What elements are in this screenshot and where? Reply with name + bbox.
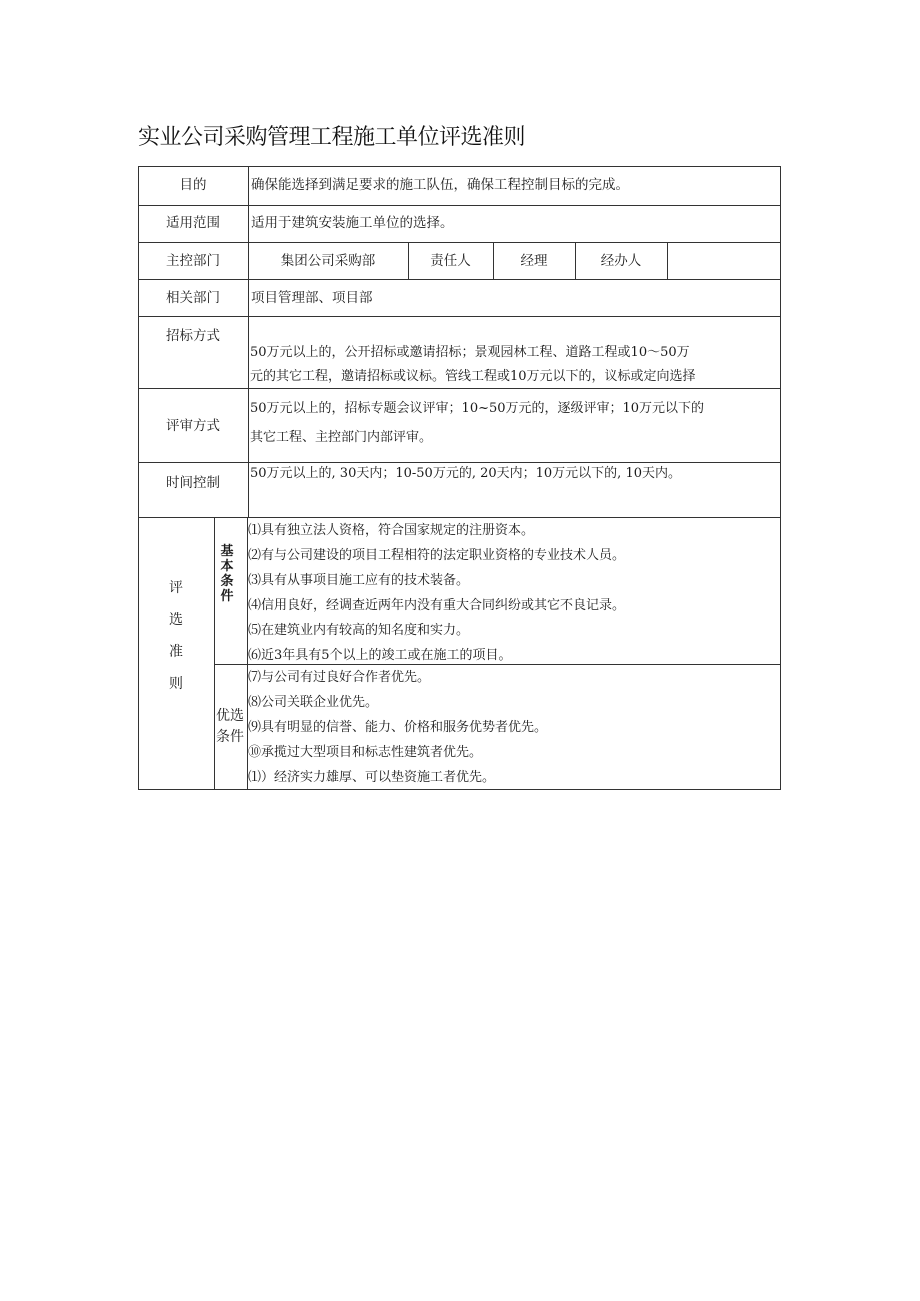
row-divider	[138, 316, 781, 317]
basic-conditions-list	[248, 518, 780, 664]
basic-condition-item: ⑹近3年具有5个以上的竣工或在施工的项目。	[248, 648, 512, 663]
basic-condition-item: ⑵有与公司建设的项目工程相符的法定职业资格的专业技术人员。	[248, 548, 626, 563]
table-border-right	[780, 166, 781, 790]
responsible-label: 责任人	[430, 253, 471, 269]
preferred-conditions-label: 优选条件	[216, 708, 244, 745]
basic-condition-item: ⑸在建筑业内有较高的知名度和实力。	[248, 623, 470, 638]
criteria-label	[166, 572, 186, 700]
review-method-line1: 50万元以上的，招标专题会议评审；10~50万元的，逐级评审；10万元以下的	[250, 401, 705, 416]
bidding-method-line2: 元的其它工程，邀请招标或议标。管线工程或10万元以下的，议标或定向选择	[250, 369, 696, 384]
criteria-label-char: 评	[169, 580, 183, 596]
preferred-condition-item: ⑴）经济实力雄厚、可以垫资施工者优先。	[248, 770, 496, 785]
scope-value: 适用于建筑安装施工单位的选择。	[251, 215, 454, 231]
table-border-bottom	[138, 789, 781, 790]
row-divider	[138, 462, 781, 463]
criteria-label-char: 则	[169, 676, 183, 692]
row-divider	[138, 205, 781, 206]
review-method-label: 评审方式	[166, 418, 220, 434]
basic-condition-item: ⑶具有从事项目施工应有的技术装备。	[248, 573, 470, 588]
preferred-condition-item: ⑺与公司有过良好合作者优先。	[248, 670, 431, 685]
purpose-value: 确保能选择到满足要求的施工队伍，确保工程控制目标的完成。	[251, 177, 629, 193]
basic-condition-item: ⑴具有独立法人资格，符合国家规定的注册资本。	[248, 523, 535, 538]
bidding-method-label: 招标方式	[166, 328, 220, 344]
basic-conditions-label: 基本条件	[220, 544, 234, 604]
control-dept-value: 集团公司采购部	[280, 253, 376, 269]
preferred-condition-item: ⑼具有明显的信誉、能力、价格和服务优势者优先。	[248, 720, 548, 735]
control-col-divider	[667, 242, 668, 279]
label-column-divider	[248, 166, 249, 517]
purpose-label: 目的	[179, 177, 207, 193]
criteria-table	[138, 166, 781, 790]
criteria-label-divider	[214, 517, 215, 790]
control-dept-label: 主控部门	[166, 253, 220, 269]
responsible-value: 经理	[520, 253, 548, 269]
time-control-value: 50万元以上的, 30天内；10-50万元的, 20天内；10万元以下的, 10天内。	[250, 466, 681, 481]
related-dept-value: 项目管理部、项目部	[251, 290, 373, 306]
time-control-label: 时间控制	[166, 475, 220, 491]
criteria-label-char: 选	[169, 612, 183, 628]
row-divider	[138, 242, 781, 243]
document-title: 实业公司采购管理工程施工单位评选准则	[138, 125, 526, 150]
bidding-method-line1: 50万元以上的，公开招标或邀请招标；景观园林工程、道路工程或10〜50万	[250, 345, 690, 360]
review-method-line2: 其它工程、主控部门内部评审。	[250, 430, 433, 445]
basic-condition-item: ⑷信用良好，经调查近两年内没有重大合同纠纷或其它不良记录。	[248, 598, 626, 613]
table-border-top	[138, 166, 781, 167]
row-divider	[138, 279, 781, 280]
related-dept-label: 相关部门	[166, 290, 220, 306]
preferred-condition-item: ⑻公司关联企业优先。	[248, 695, 379, 710]
row-divider	[138, 388, 781, 389]
preferred-condition-item: ⑩承揽过大型项目和标志性建筑者优先。	[248, 745, 483, 760]
handler-label: 经办人	[600, 253, 642, 269]
criteria-label-char: 准	[169, 644, 183, 660]
preferred-conditions-list	[248, 665, 780, 789]
scope-label: 适用范围	[166, 215, 220, 231]
